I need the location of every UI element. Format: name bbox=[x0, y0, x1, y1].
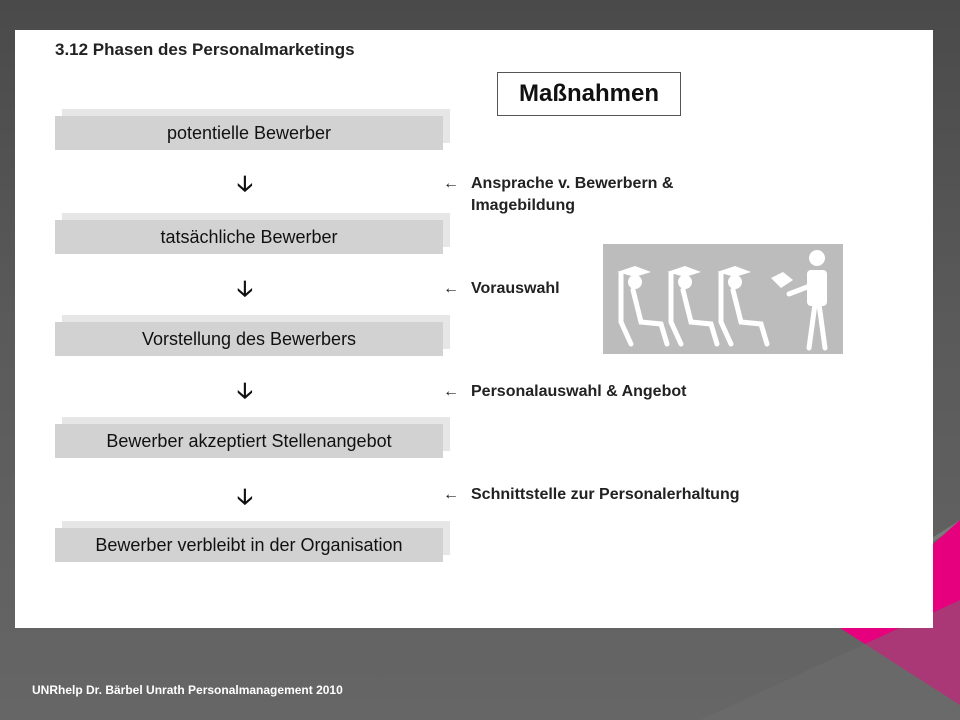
left-arrow-icon: ← bbox=[443, 383, 459, 400]
left-arrow-icon: ← bbox=[443, 280, 459, 297]
left-arrow-icon: ← bbox=[443, 486, 459, 503]
measure-1 bbox=[443, 173, 673, 217]
phase-label-1: potentielle Bewerber bbox=[55, 116, 443, 150]
measure-label-3: Personalauswahl & Angebot bbox=[471, 383, 687, 400]
phase-box-2 bbox=[55, 220, 443, 254]
down-arrow-icon: 🡣 bbox=[237, 378, 253, 403]
phase-label-5: Bewerber verbleibt in der Organisation bbox=[55, 528, 443, 562]
measure-3 bbox=[443, 381, 686, 403]
measure-2 bbox=[443, 278, 560, 300]
measure-label-2: Vorauswahl bbox=[471, 280, 560, 297]
down-arrow-icon: 🡣 bbox=[237, 484, 253, 509]
measures-title: Maßnahmen bbox=[497, 72, 681, 116]
slide-content bbox=[15, 30, 933, 628]
phase-label-2: tatsächliche Bewerber bbox=[55, 220, 443, 254]
phase-box-1 bbox=[55, 116, 443, 150]
phase-label-3: Vorstellung des Bewerbers bbox=[55, 322, 443, 356]
phase-box-3 bbox=[55, 322, 443, 356]
slide-heading: 3.12 Phasen des Personalmarketings bbox=[55, 40, 355, 59]
measure-4 bbox=[443, 484, 740, 506]
down-arrow-icon: 🡣 bbox=[237, 171, 253, 196]
classroom-illustration-icon bbox=[603, 244, 843, 354]
footer-text: UNRhelp Dr. Bärbel Unrath Personalmanagement 2010 bbox=[32, 683, 343, 697]
phase-box-4 bbox=[55, 424, 443, 458]
slide-number: 25 bbox=[888, 612, 904, 628]
phase-label-4: Bewerber akzeptiert Stellenangebot bbox=[55, 424, 443, 458]
measure-label-1: Ansprache v. Bewerbern & Imagebildung bbox=[471, 175, 674, 214]
down-arrow-icon: 🡣 bbox=[237, 276, 253, 301]
phase-box-5 bbox=[55, 528, 443, 562]
left-arrow-icon: ← bbox=[443, 175, 459, 192]
measure-label-4: Schnittstelle zur Personalerhaltung bbox=[471, 486, 740, 503]
